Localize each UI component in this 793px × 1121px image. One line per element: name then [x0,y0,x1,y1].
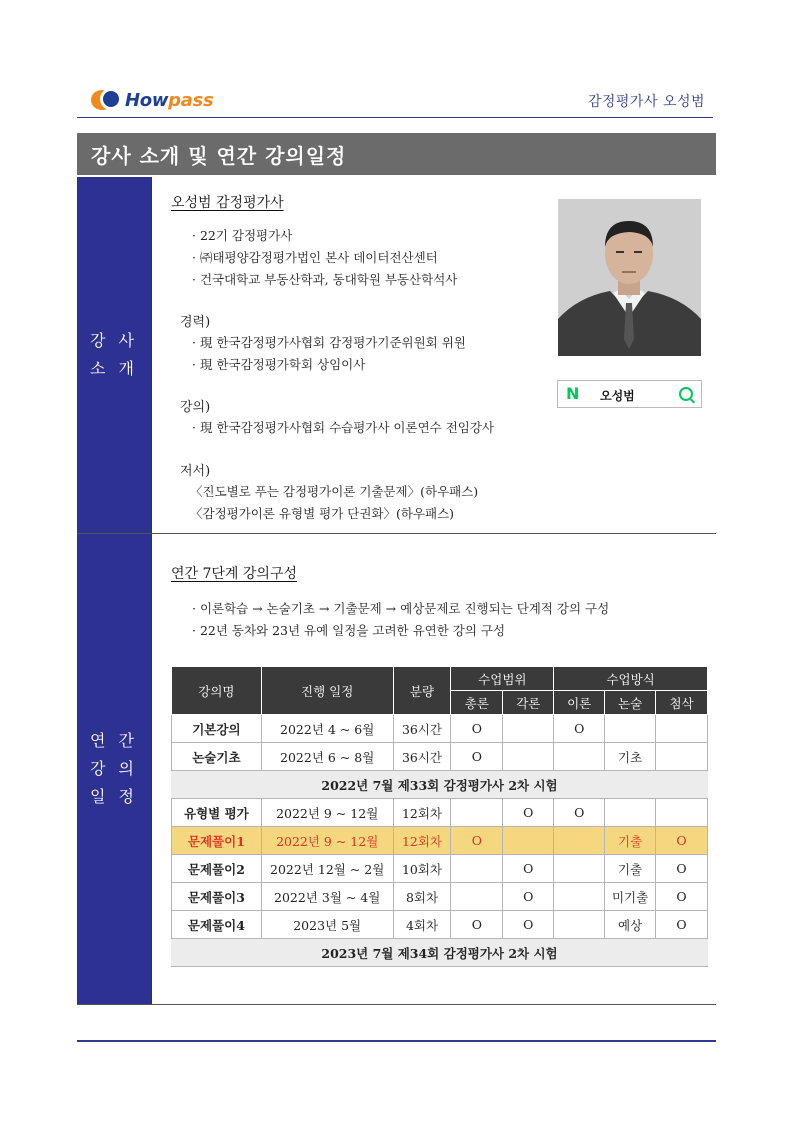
cell-c2 [503,827,554,855]
title-bar [77,133,716,175]
cell-name: 유형별 평가 [172,799,262,827]
cell-c5: O [656,855,708,883]
howpass-logo [91,86,213,114]
cell-name: 논술기초 [172,743,262,771]
cell-c3: O [554,715,605,743]
col-header-method: 수업방식 [554,667,708,691]
book-line: 〈진도별로 푸는 감정평가이론 기출문제〉(하우패스) [190,484,479,499]
instructor-side-text: 강 사 소 개 [90,331,138,378]
book-line: 〈감정평가이론 유형별 평가 단권화〉(하우패스) [190,506,455,521]
cell-c5 [656,799,708,827]
exam-row [172,939,708,967]
naver-search-box[interactable] [557,380,702,408]
header-instructor-name: 감정평가사 오성범 [587,94,705,110]
schedule-bullet: · 이론학습 → 논술기초 → 기출문제 → 예상문제로 진행되는 단계적 강의 구성 [192,601,610,616]
col-header-essay: 논술 [605,691,656,715]
cell-amount: 12회차 [393,827,451,855]
table-row [172,799,708,827]
page-header [77,82,713,118]
col-header-scope: 수업범위 [451,667,554,691]
cell-c4: 기출 [605,855,656,883]
schedule-heading: 연간 7단계 강의구성 [171,566,297,582]
table-row [172,827,708,855]
page-title: 강사 소개 및 연간 강의일정 [91,144,347,168]
table-row [172,911,708,939]
cell-period: 2022년 6 ~ 8월 [261,743,393,771]
cell-c3 [554,827,605,855]
instructor-photo [558,199,701,356]
cell-c2: O [503,855,554,883]
schedule-side-text: 연 간 강 의 일 정 [90,731,138,806]
cell-c3 [554,855,605,883]
cell-c5: O [656,911,708,939]
search-query: 오성범 [600,389,635,403]
cell-amount: 12회차 [393,799,451,827]
cell-period: 2022년 9 ~ 12월 [261,827,393,855]
cell-c3 [554,743,605,771]
col-header-name: 강의명 [172,667,262,715]
schedule-side-label [77,534,151,1004]
cell-c1 [451,883,503,911]
cell-name: 문제풀이1 [172,827,262,855]
cell-period: 2022년 3월 ~ 4월 [261,883,393,911]
table-row [172,715,708,743]
schedule-bullet: · 22년 동차와 23년 유예 일정을 고려한 유연한 강의 구성 [192,623,506,638]
col-header-period: 진행 일정 [261,667,393,715]
cell-c2: O [503,883,554,911]
cell-name: 문제풀이3 [172,883,262,911]
lecture-line: · 現 한국감정평가사협회 수습평가사 이론연수 전임강사 [192,420,494,435]
cell-c3 [554,911,605,939]
instructor-heading: 오성범 감정평가사 [171,195,284,211]
cell-c4 [605,715,656,743]
cell-c4: 기초 [605,743,656,771]
cell-amount: 10회차 [393,855,451,883]
logo-text: Howpass [125,89,214,111]
exam-row [172,771,708,799]
cell-c2 [503,743,554,771]
bio-line: · 건국대학교 부동산학과, 동대학원 부동산학석사 [192,272,458,287]
cell-amount: 8회차 [393,883,451,911]
cell-c5: O [656,883,708,911]
schedule-table-body [172,715,708,967]
cell-c1 [451,855,503,883]
exam-cell: 2022년 7월 제33회 감정평가사 2차 시험 [172,771,708,799]
lecture-schedule-table [171,666,708,967]
cell-amount: 36시간 [393,743,451,771]
books-title: 저서) [180,464,211,479]
cell-c3: O [554,799,605,827]
cell-c1 [451,799,503,827]
col-header-general: 총론 [451,691,503,715]
cell-c3 [554,883,605,911]
cell-c5 [656,715,708,743]
career-line: · 現 한국감정평가사협회 감정평가기준위원회 위원 [192,335,466,350]
cell-c5 [656,743,708,771]
cell-amount: 36시간 [393,715,451,743]
col-header-specific: 각론 [503,691,554,715]
career-line: · 現 한국감정평가학회 상임이사 [192,357,366,372]
cell-c4 [605,799,656,827]
cell-c2: O [503,911,554,939]
table-row [172,883,708,911]
cell-c4: 예상 [605,911,656,939]
cell-period: 2022년 12월 ~ 2월 [261,855,393,883]
cell-name: 문제풀이4 [172,911,262,939]
cell-c2 [503,715,554,743]
instructor-side-label [77,177,151,533]
bio-line: · 22기 감정평가사 [192,228,293,243]
cell-c1: O [451,715,503,743]
col-header-correction: 첨삭 [656,691,708,715]
table-row [172,855,708,883]
exam-cell: 2023년 7월 제34회 감정평가사 2차 시험 [172,939,708,967]
footer-divider [77,1040,716,1042]
naver-logo-icon: N [566,384,580,403]
cell-c2: O [503,799,554,827]
howpass-logo-icon [91,88,123,112]
col-header-amount: 분량 [393,667,451,715]
cell-c1: O [451,911,503,939]
career-title: 경력) [180,315,211,330]
table-row [172,743,708,771]
lecture-title: 강의) [180,400,211,415]
cell-name: 문제풀이2 [172,855,262,883]
cell-period: 2023년 5월 [261,911,393,939]
cell-c5: O [656,827,708,855]
cell-period: 2022년 4 ~ 6월 [261,715,393,743]
col-header-theory: 이론 [554,691,605,715]
cell-c1: O [451,827,503,855]
bio-line: · ㈜태평양감정평가법인 본사 데이터전산센터 [192,250,438,265]
cell-c4: 기출 [605,827,656,855]
cell-c1: O [451,743,503,771]
cell-c4: 미기출 [605,883,656,911]
search-icon[interactable] [679,387,693,401]
cell-amount: 4회차 [393,911,451,939]
cell-name: 기본강의 [172,715,262,743]
cell-period: 2022년 9 ~ 12월 [261,799,393,827]
